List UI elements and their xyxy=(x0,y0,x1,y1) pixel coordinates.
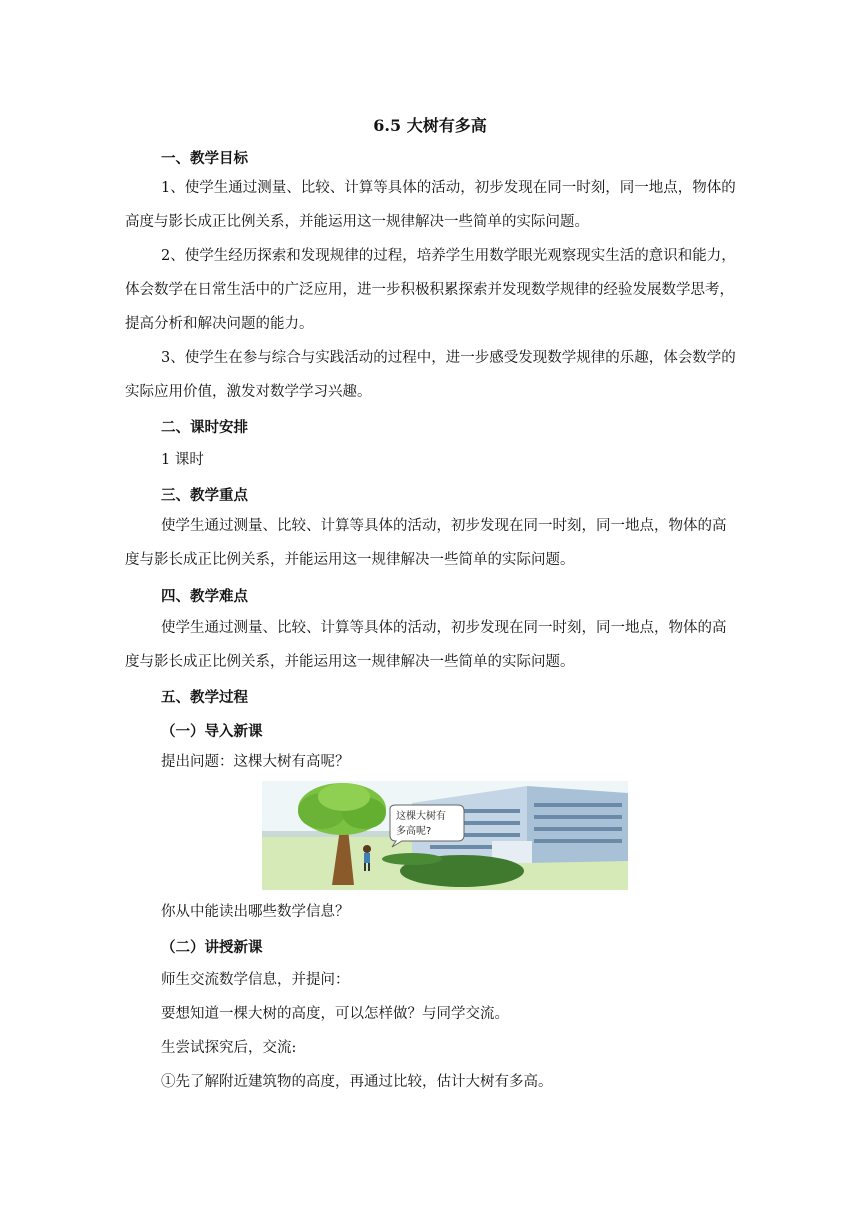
difficulties-text: 使学生通过测量、比较、计算等具体的活动，初步发现在同一时刻，同一地点，物体的高度与影长成正比例关系，并能运用这一规律解决一些简单的实际问题。 xyxy=(125,620,727,670)
speech-bubble xyxy=(390,805,464,847)
section-heading-objectives: 一、教学目标 xyxy=(161,150,248,167)
teaching-line-1: 师生交流数学信息，并提问： xyxy=(161,972,350,988)
section-heading-process: 五、教学过程 xyxy=(161,689,248,706)
teaching-line-3: 生尝试探究后，交流: xyxy=(161,1040,297,1056)
speech-line-1: 这棵大树有 xyxy=(396,811,446,822)
section-heading-schedule: 二、课时安排 xyxy=(161,419,248,436)
section-heading-key-points: 三、教学重点 xyxy=(161,487,248,504)
teaching-line-2: 要想知道一棵大树的高度，可以怎样做？与同学交流。 xyxy=(161,1006,509,1022)
key-points-text: 使学生通过测量、比较、计算等具体的活动，初步发现在同一时刻，同一地点，物体的高度与影长成正比例关系，并能运用这一规律解决一些简单的实际问题。 xyxy=(125,518,727,568)
intro-question: 提出问题：这棵大树有高呢？ xyxy=(161,754,350,770)
schedule-text: 1 课时 xyxy=(161,452,204,468)
subsection-heading-teaching: （二）讲授新课 xyxy=(161,939,263,956)
tree-illustration xyxy=(262,781,628,890)
info-question: 你从中能读出哪些数学信息？ xyxy=(161,904,350,920)
objective-paragraph-1: 1、使学生通过测量、比较、计算等具体的活动，初步发现在同一时刻，同一地点，物体的高度与影长成正比例关系，并能运用这一规律解决一些简单的实际问题。 xyxy=(125,180,736,230)
section-heading-difficulties: 四、教学难点 xyxy=(161,588,248,605)
objective-paragraph-3: 3、使学生在参与综合与实践活动的过程中，进一步感受发现数学规律的乐趣，体会数学的实际应用价值，激发对数学学习兴趣。 xyxy=(125,350,736,400)
subsection-heading-intro: （一）导入新课 xyxy=(161,723,263,740)
objective-paragraph-2: 2、使学生经历探索和发现规律的过程，培养学生用数学眼光观察现实生活的意识和能力，体会数学在日常生活中的广泛应用，进一步积极积累探索并发现数学规律的经验发展数学思考，提高分析和解决问题的能力。 xyxy=(125,248,736,332)
teaching-line-4: ①先了解附近建筑物的高度，再通过比较，估计大树有多高。 xyxy=(161,1074,553,1090)
document-title: 6.5 大树有多高 xyxy=(373,116,487,135)
speech-line-2: 多高呢? xyxy=(396,826,432,837)
